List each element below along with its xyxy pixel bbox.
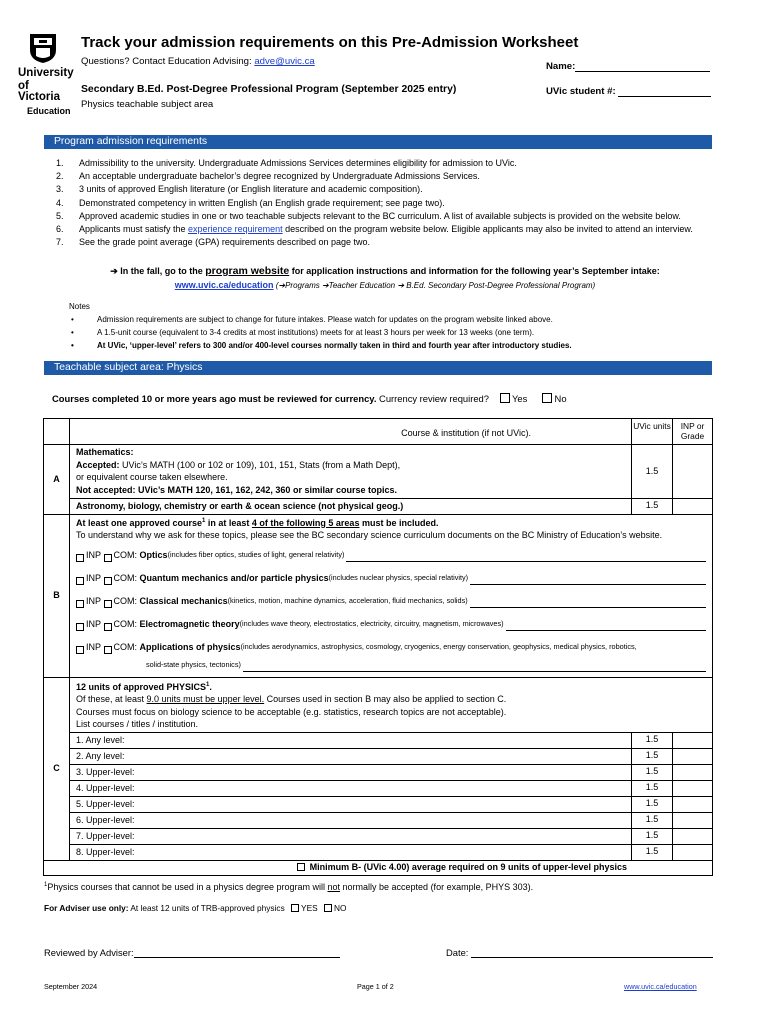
uvic-logo [18, 32, 74, 116]
table-row[interactable]: 8. Upper-level: [70, 844, 632, 860]
note-item: • A 1.5-unit course (equivalent to 3-4 credits at most institutions) meets for at least 3 hours per week for 13 weeks (one term). [71, 328, 535, 337]
row-grade[interactable] [673, 780, 713, 796]
row-grade[interactable] [673, 764, 713, 780]
area-classical[interactable]: INP COM: Classical mechanics (kinetics, motion, machine dynamics, acceleration, fluid mechanics, solids) [76, 585, 706, 608]
inp-checkbox[interactable] [76, 554, 84, 562]
notes-heading: Notes [69, 302, 90, 311]
com-checkbox[interactable] [104, 600, 112, 608]
adviser-use: For Adviser use only: At least 12 units of TRB-approved physics YES NO [44, 903, 347, 913]
experience-requirement-link[interactable]: experience requirement [188, 224, 283, 235]
program-requirements-heading: Program admission requirements [44, 135, 712, 149]
inp-checkbox[interactable] [76, 623, 84, 631]
row-grade[interactable] [673, 812, 713, 828]
inp-checkbox[interactable] [76, 646, 84, 654]
currency-yes-checkbox[interactable] [500, 393, 510, 403]
logo-victoria: of Victoria [18, 80, 60, 103]
list-item: 1. Admissibility to the university. Undergraduate Admissions Services determines eligibility for admission to UVic. [56, 158, 517, 168]
section-b-body: At least one approved course$^1$ in at least 4 of the following 5 areas must be included. To understand why we ask for these topics, please see the BC secondary science curriculum documents on the BC Ministry of Education’s website. INP COM: Optics (includes fiber optics, studies of light, general relativity) INP COM: Quantum mechanics and/or particle physics (includes nuclear physics, special relativity) INP COM: Classical mechanics (kinetics, motion, machine dynamics, acceleration, fluid mechanics, solids) INP COM: Electromagnetic theory (includes wave theory, electrostatics, electricity, circuitry, magnetism, microwaves) INP COM: Applications of physics (includes aerodynamics, astrophysics, cosmology, cryogenics, energy conservation, geophysics, medical physics, robotics, solid-state physics, tectonics) [70, 514, 713, 677]
math-units: 1.5 [632, 445, 673, 499]
row-units: 1.5 [632, 732, 673, 748]
section-a-label: A [44, 445, 70, 515]
logo-university: University [18, 67, 74, 79]
inp-checkbox[interactable] [76, 577, 84, 585]
section-b-label: B [44, 514, 70, 677]
table-row[interactable]: 6. Upper-level: [70, 812, 632, 828]
row-units: 1.5 [632, 748, 673, 764]
teachable-heading: Teachable subject area: Physics [44, 361, 712, 375]
science-units: 1.5 [632, 499, 673, 515]
row-units: 1.5 [632, 780, 673, 796]
list-item: 6. Applicants must satisfy the experience requirement described on the program website below. Eligible applicants may also be invited to attend an interview. [56, 224, 693, 235]
date-field[interactable] [446, 947, 713, 958]
list-item: 3. 3 units of approved English literature (or English literature and academic composition). [56, 184, 423, 195]
com-checkbox[interactable] [104, 577, 112, 585]
footer-page: Page 1 of 2 [357, 982, 394, 991]
com-checkbox[interactable] [104, 646, 112, 654]
table-row[interactable]: 2. Any level: [70, 748, 632, 764]
adviser-yes-checkbox[interactable] [291, 904, 299, 912]
currency-no-checkbox[interactable] [542, 393, 552, 403]
list-item: 4. Demonstrated competency in written English (an English grade requirement; see page two). [56, 197, 445, 208]
row-units: 1.5 [632, 796, 673, 812]
row-units: 1.5 [632, 828, 673, 844]
fall-instructions: ➔ In the fall, go to the program website for application instructions and information for the following year’s September intake: www.uvic.ca/education (➔Programs ➔Teacher Education ➔ B.Ed. Secondary Post-Degree Professional Program) [110, 265, 660, 290]
row-units: 1.5 [632, 764, 673, 780]
footer-url[interactable]: www.uvic.ca/education [624, 982, 697, 991]
name-label: Name: [546, 61, 576, 72]
table-row[interactable]: 1. Any level: [70, 732, 632, 748]
table-row[interactable]: 4. Upper-level: [70, 780, 632, 796]
crest-icon [28, 32, 58, 64]
program-website-link[interactable]: program website [205, 265, 290, 277]
minimum-average[interactable]: Minimum B- (UVic 4.00) average required on 9 units of upper-level physics [44, 860, 713, 875]
com-checkbox[interactable] [104, 554, 112, 562]
section-a-math[interactable]: Mathematics: Accepted: UVic’s MATH (100 or 102 or 109), 101, 151, Stats (from a Math Dept), or equivalent course taken elsewhere. Not accepted: UVic’s MATH 120, 161, 162, 242, 360 or similar course topics. [70, 445, 632, 499]
student-number-label: UVic student #: [546, 86, 616, 97]
row-grade[interactable] [673, 732, 713, 748]
area-optics[interactable]: INP COM: Optics (includes fiber optics, studies of light, general relativity) [76, 542, 706, 562]
list-item: 7. See the grade point average (GPA) requirements described on page two. [56, 237, 371, 248]
section-c-label: C [44, 677, 70, 860]
student-number-field[interactable] [546, 86, 711, 97]
list-item: 5. Approved academic studies in one or two teachable subjects relevant to the BC curriculum. A list of available subjects is provided on the website below. [56, 210, 681, 221]
area-electromagnetic[interactable]: INP COM: Electromagnetic theory (includes wave theory, electrostatics, electricity, circuitry, magnetism, microwaves) [76, 608, 706, 631]
table-row[interactable]: 5. Upper-level: [70, 796, 632, 812]
reviewed-by-field[interactable] [44, 947, 340, 958]
math-grade[interactable] [673, 445, 713, 499]
science-grade[interactable] [673, 499, 713, 515]
questions-line [81, 56, 315, 67]
requirements-list [56, 157, 693, 249]
notes [69, 300, 572, 352]
course-table [43, 418, 713, 876]
logo-education: Education [27, 106, 71, 116]
list-item: 2. An acceptable undergraduate bachelor’s degree recognized by Undergraduate Admissions Services. [56, 171, 480, 182]
section-a-science[interactable]: Astronomy, biology, chemistry or earth & ocean science (not physical geog.) [70, 499, 632, 515]
footer-date: September 2024 [44, 982, 98, 991]
area-applications[interactable]: INP COM: Applications of physics (includes aerodynamics, astrophysics, cosmology, cryogenics, energy conservation, geophysics, medical physics, robotics, [76, 631, 706, 654]
footnote: $^1$Physics courses that cannot be used in a physics degree program will not normally be accepted (for example, PHYS 303). [44, 882, 534, 892]
note-item: • Admission requirements are subject to change for future intakes. Please watch for updates on the program website linked above. [71, 315, 553, 324]
com-checkbox[interactable] [104, 623, 112, 631]
row-grade[interactable] [673, 796, 713, 812]
col-units-header: UVic units [632, 419, 673, 445]
row-grade[interactable] [673, 748, 713, 764]
adviser-no-checkbox[interactable] [324, 904, 332, 912]
inp-checkbox[interactable] [76, 600, 84, 608]
row-grade[interactable] [673, 844, 713, 860]
currency-review: Courses completed 10 or more years ago must be reviewed for currency. Currency review required? Yes No [52, 393, 567, 404]
row-units: 1.5 [632, 812, 673, 828]
table-row[interactable]: 3. Upper-level: [70, 764, 632, 780]
table-row[interactable]: 7. Upper-level: [70, 828, 632, 844]
col-course-header: Course & institution (if not UVic). [70, 419, 632, 445]
area-applications-cont[interactable]: solid-state physics, tectonics) [76, 654, 706, 672]
area-quantum[interactable]: INP COM: Quantum mechanics and/or particle physics (includes nuclear physics, special relativity) [76, 562, 706, 585]
uvic-education-url[interactable]: www.uvic.ca/education [174, 280, 274, 290]
row-units: 1.5 [632, 844, 673, 860]
section-c-intro: 12 units of approved PHYSICS$^1$. Of these, at least 9.0 units must be upper level. Courses used in section B may also be applied to section C. Courses must focus on biology science to be acceptable (e.g. statistics, research topics are not acceptable). List courses / titles / institution. [70, 677, 713, 732]
subject-area: Physics teachable subject area [81, 99, 214, 110]
note-item: • At UVic, ‘upper-level’ refers to 300 and/or 400-level courses normally taken in third and fourth year after introductory studies. [71, 341, 572, 350]
questions-prefix: Questions? Contact Education Advising: [81, 56, 255, 67]
col-grade-header: INP or Grade [673, 419, 713, 445]
minimum-checkbox[interactable] [297, 863, 305, 871]
row-grade[interactable] [673, 828, 713, 844]
date-label: Date: [446, 947, 469, 958]
page-title: Track your admission requirements on this Pre-Admission Worksheet [81, 34, 579, 51]
name-field[interactable] [546, 61, 710, 72]
program-title: Secondary B.Ed. Post-Degree Professional Program (September 2025 entry) [81, 84, 457, 95]
advising-email-link[interactable]: adve@uvic.ca [254, 56, 315, 67]
reviewed-label: Reviewed by Adviser: [44, 947, 134, 958]
